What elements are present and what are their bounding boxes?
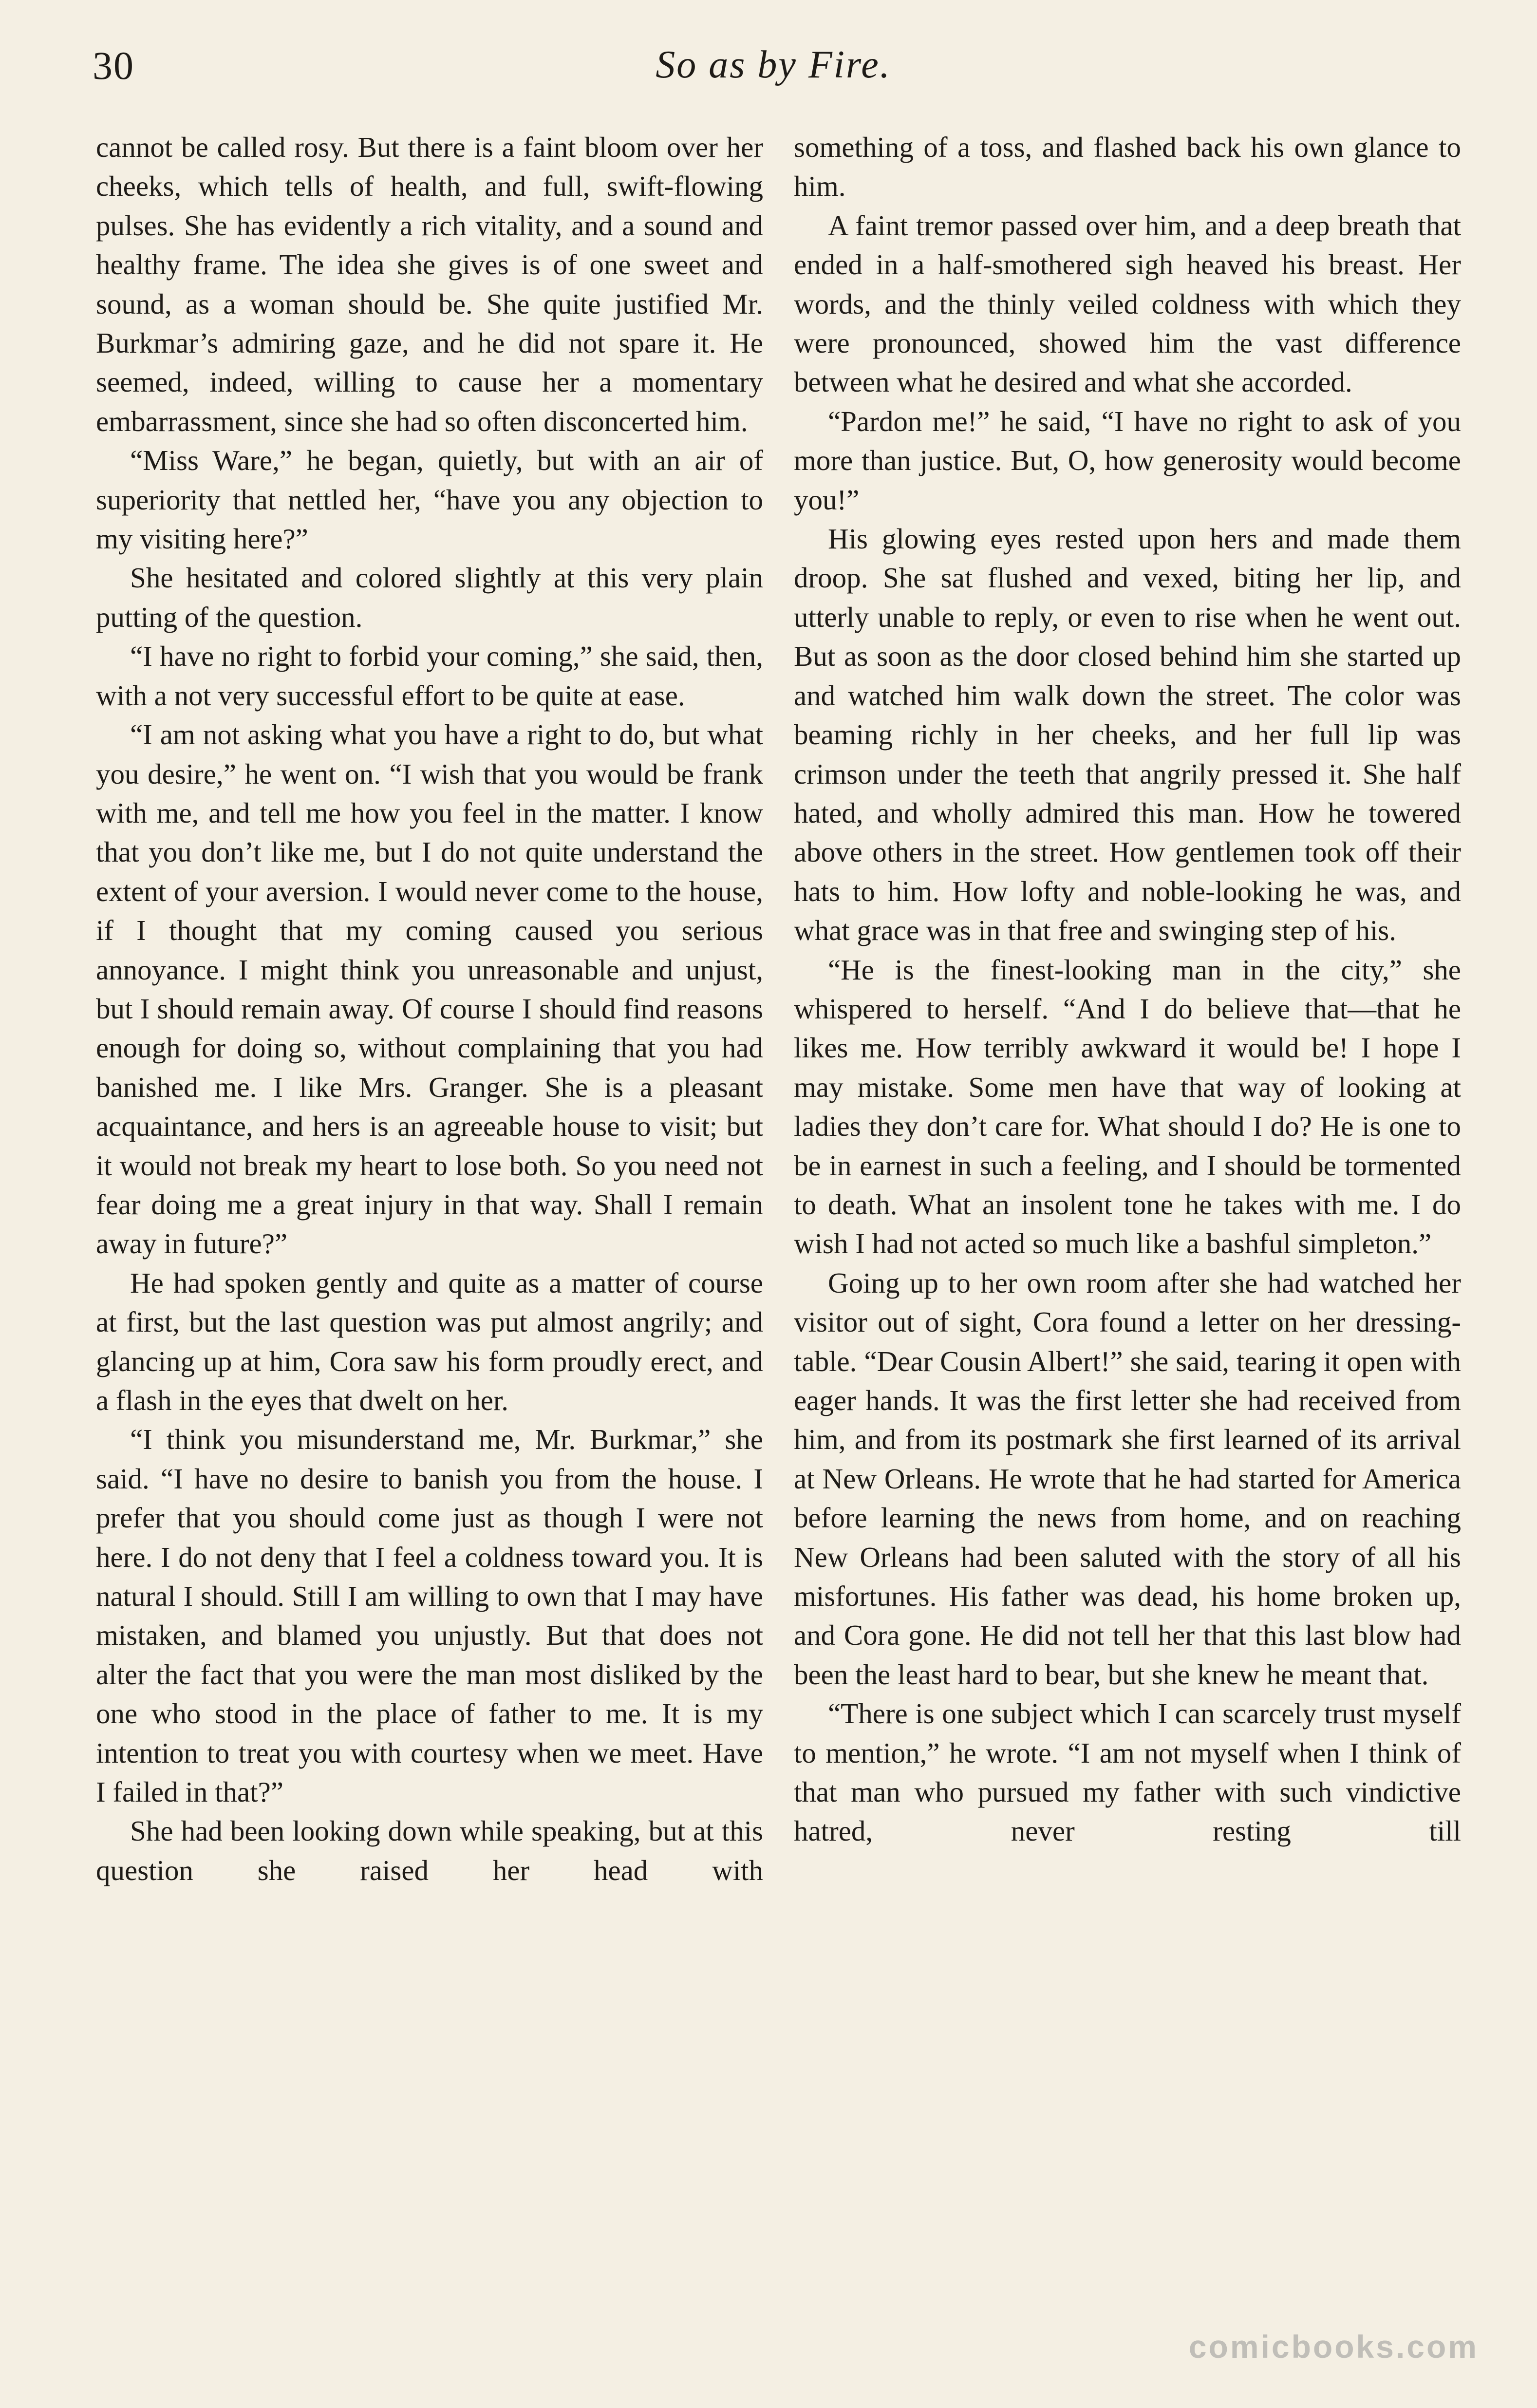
left-column (96, 128, 763, 1890)
paragraph: “Miss Ware,” he began, quietly, but with an air of superiority that nettled her, “have you any objection to my visiting here?” (96, 444, 763, 555)
paragraph: “Pardon me!” he said, “I have no right to ask of you more than justice. But, O, how generosity would become you!” (794, 405, 1461, 516)
paragraph: “I have no right to forbid your coming,” she said, then, with a not very successful effort to be quite at ease. (96, 640, 763, 712)
paragraph: She hesitated and colored slightly at this very plain putting of the question. (96, 562, 763, 633)
page-header (93, 43, 1454, 96)
paragraph: “I think you misunderstand me, Mr. Burkmar,” she said. “I have no desire to banish you from the house. I prefer that you should come just as though I were not here. I do not deny that I feel a coldness toward you. It is natural I should. Still I am willing to own that I may have mistaken, and blamed you unjustly. But that does not alter the fact that you were the man most disliked by the one who stood in the place of father to me. It is my intention to treat you with courtesy when we meet. Have I failed in that?” (96, 1423, 763, 1808)
paragraph: Going up to her own room after she had watched her visitor out of sight, Cora found a letter on her dressing-table. “Dear Cousin Albert!” she said, tearing it open with eager hands. It was the first letter she had received from him, and from its postmark she first learned of its arrival at New Orleans. He wrote that he had started for America before learning the news from home, and on reaching New Orleans had been saluted with the story of all his misfortunes. His father was dead, his home broken up, and Cora gone. He did not tell her that this last blow had been the least hard to bear, but she knew he meant that. (794, 1266, 1461, 1691)
paragraph: cannot be called rosy. But there is a faint bloom over her cheeks, which tells of health, and full, swift-flowing pulses. She has evidently a rich vitality, and a sound and healthy frame. The idea she gives is of one sweet and sound, as a woman should be. She quite justified Mr. Burkmar’s admiring gaze, and he did not spare it. He seemed, indeed, willing to cause her a momentary embarrassment, since she had so often disconcerted him. (96, 131, 763, 437)
watermark-text: comicbooks.com (1188, 2329, 1479, 2365)
paragraph: She had been looking down while speaking, but at this question she raised her head with (96, 1815, 763, 1886)
paragraph: “There is one subject which I can scarcely trust myself to mention,” he wrote. “I am not myself when I think of that man who pursued my father with such vindictive hatred, never resting till (794, 1697, 1461, 1847)
paragraph: His glowing eyes rested upon hers and made them droop. She sat flushed and vexed, biting her lip, and utterly unable to reply, or even to rise when he went out. But as soon as the door closed behind him she started up and watched him walk down the street. The color was beaming richly in her cheeks, and her full lip was crimson under the teeth that angrily pressed it. She half hated, and wholly admired this man. How he towered above others in the street. How gentlemen took off their hats to him. How lofty and noble-looking he was, and what grace was in that free and swinging step of his. (794, 523, 1461, 947)
paragraph: A faint tremor passed over him, and a deep breath that ended in a half-smothered sigh heaved his breast. Her words, and the thinly veiled coldness with which they were pronounced, showed him the vast difference between what he desired and what she accorded. (794, 209, 1461, 398)
right-column (794, 128, 1461, 1851)
paragraph: something of a toss, and flashed back his own glance to him. (794, 131, 1461, 203)
paragraph: He had spoken gently and quite as a matter of course at first, but the last question was put almost angrily; and glancing up at him, Cora saw his form proudly erect, and a flash in the eyes that dwelt on her. (96, 1266, 763, 1416)
running-head: So as by Fire. (656, 43, 891, 86)
paragraph: “I am not asking what you have a right to do, but what you desire,” he went on. “I wish that you would be frank with me, and tell me how you feel in the matter. I know that you don’t like me, but I do not quite understand the extent of your aversion. I would never come to the house, if I thought that my coming caused you serious annoyance. I might think you unreasonable and unjust, but I should remain away. Of course I should find reasons enough for doing so, without complaining that you had banished me. I like Mrs. Granger. She is a pleasant acquaintance, and hers is an agreeable house to visit; but it would not break my heart to lose both. So you need not fear doing me a great injury in that way. Shall I remain away in future?” (96, 718, 763, 1260)
paragraph: “He is the finest-looking man in the city,” she whispered to herself. “And I do believe that—that he likes me. How terribly awkward it would be! I hope I may mistake. Some men have that way of looking at ladies they don’t care for. What should I do? He is one to be in earnest in such a feeling, and I should be tormented to death. What an insolent tone he takes with me. I do wish I had not acted so much like a bashful simpleton.” (794, 953, 1461, 1260)
page-number: 30 (93, 43, 134, 88)
